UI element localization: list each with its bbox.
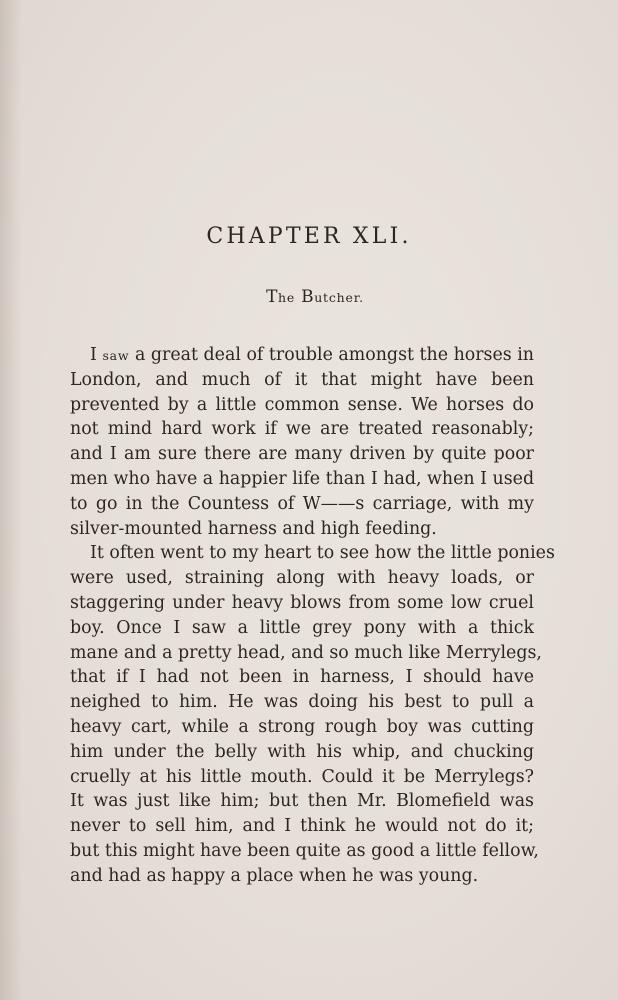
subtitle-word-2-rest: utcher.	[314, 290, 364, 305]
paragraph-line: neighed to him. He was doing his best to pull a	[70, 692, 534, 713]
paragraph-line: staggering under heavy blows from some low cruel	[70, 592, 534, 613]
paragraph-line: not mind hard work if we are treated reasonably;	[70, 419, 534, 440]
paragraph-line: I saw a great deal of trouble amongst the horses in	[90, 345, 535, 365]
chapter-body	[70, 343, 555, 889]
paragraph-line: but this might have been quite as good a little fellow,	[70, 840, 539, 861]
paragraph-line: and had as happy a place when he was young.	[70, 865, 479, 886]
subtitle-word-1-rest: he	[278, 290, 296, 305]
paragraph-line: to go in the Countess of W——s carriage, with my	[70, 493, 534, 514]
paragraph-line: and I am sure there are many driven by quite poor	[70, 444, 534, 465]
paragraph-line: silver-mounted harness and high feeding.	[70, 518, 437, 539]
paragraph-line: were used, straining along with heavy loads, or	[70, 568, 534, 589]
opening-word-initial: I	[90, 345, 97, 365]
paragraph-line: It was just like him; but then Mr. Blomefield was	[70, 791, 534, 812]
subtitle-word-1-initial: T	[266, 287, 279, 307]
paragraph-line: never to sell him, and I think he would not do it;	[70, 816, 534, 837]
paragraph-line: London, and much of it that might have been	[70, 369, 534, 390]
paragraph-line: men who have a happier life than I had, when I used	[70, 468, 535, 489]
paragraph-line: boy. Once I saw a little grey pony with a thick	[70, 617, 534, 638]
paragraph-line: cruelly at his little mouth. Could it be Merrylegs?	[70, 766, 534, 787]
opening-word-rest: saw	[102, 348, 130, 363]
paragraph-line: It often went to my heart to see how the little ponies	[90, 543, 555, 564]
subtitle-word-2-initial: B	[301, 287, 315, 307]
paragraph-2	[70, 541, 555, 888]
paragraph-line: heavy cart, while a strong rough boy was cutting	[70, 716, 534, 737]
paragraph-line: prevented by a little common sense. We horses do	[70, 394, 534, 415]
paragraph-line: that if I had not been in harness, I should have	[70, 667, 534, 688]
paragraph-line: mane and a pretty head, and so much like Merrylegs,	[70, 642, 542, 663]
chapter-title: CHAPTER XLI.	[206, 224, 412, 249]
paragraph-1	[70, 343, 534, 541]
paragraph-line: him under the belly with his whip, and chucking	[70, 741, 534, 762]
chapter-subtitle	[6, 287, 618, 307]
